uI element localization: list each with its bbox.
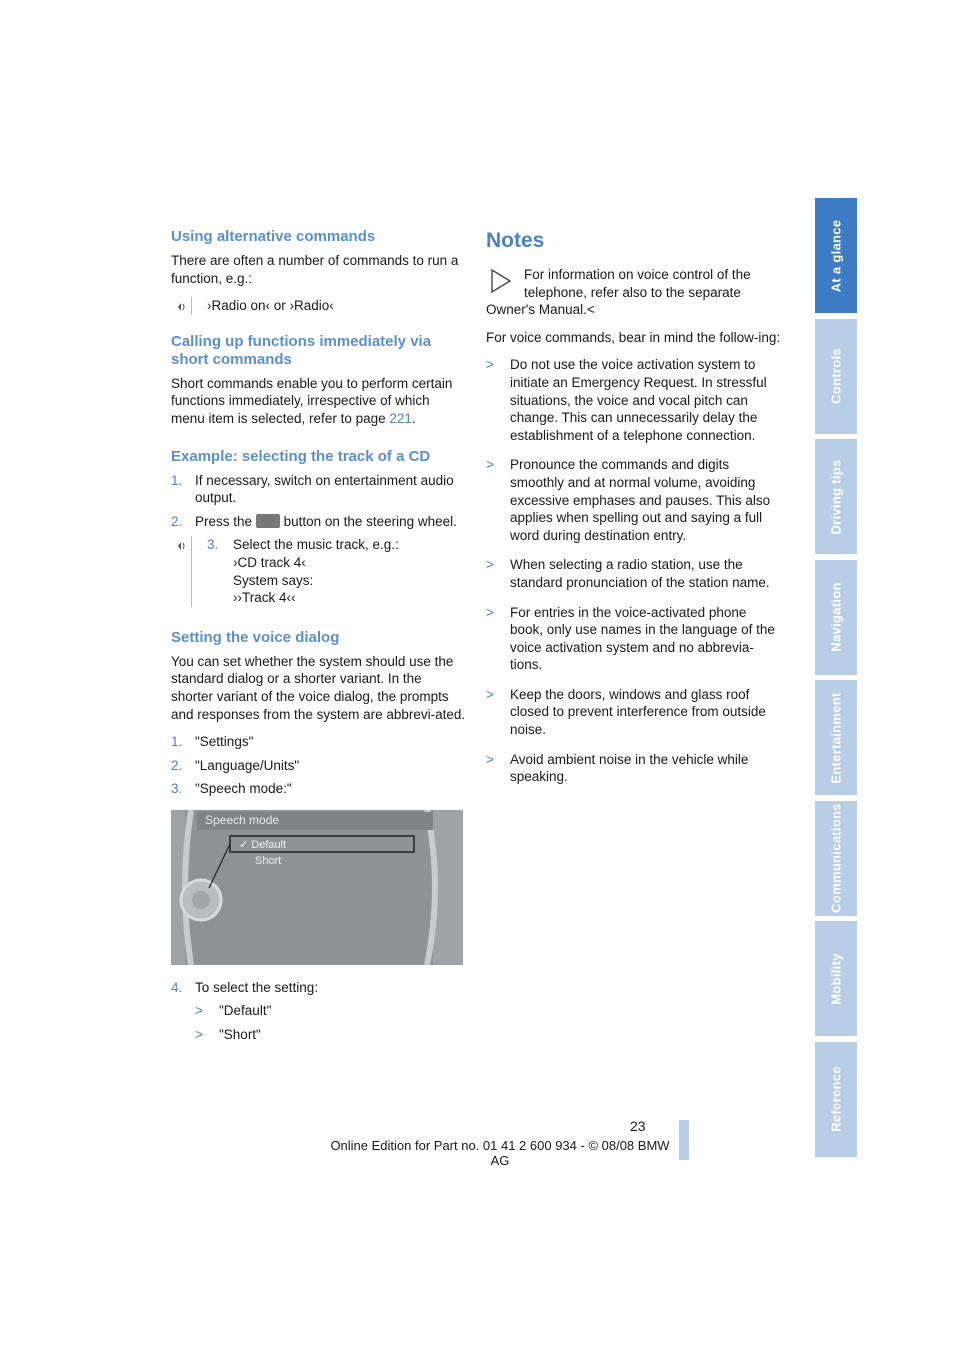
- right-column: [486, 228, 782, 798]
- heading-short-commands: Calling up functions immediately via short commands: [171, 332, 432, 368]
- setting-option-short: > "Short": [195, 1027, 261, 1043]
- page-number: 23: [630, 1118, 646, 1134]
- voice-command-example: [171, 297, 467, 315]
- voice-note-item: > Avoid ambient noise in the vehicle while speaking.: [486, 751, 749, 785]
- heading-alternative-commands: Using alternative commands: [171, 228, 376, 245]
- voice-note-item: > Do not use the voice activation system to initiate an Emergency Request. In stressful situations, the voice and vocal pitch can change. This can unnecessarily delay the establishment of a telephone connection.: [486, 357, 767, 443]
- speech-mode-screen-image: [171, 810, 463, 965]
- dialog-step-1: 1. "Settings": [171, 734, 254, 750]
- dialog-step-3: 3. "Speech mode:": [171, 781, 292, 797]
- voice-note-item: > For entries in the voice-activated phone book, only use names in the language of the voice activation system and no abbrevia-tions.: [486, 604, 775, 673]
- footer-bar: [679, 1120, 689, 1160]
- dialog-step-2: 2. "Language/Units": [171, 757, 300, 773]
- sidebar-tab-navigation[interactable]: Navigation: [815, 560, 857, 678]
- voice-notes-list: [486, 356, 782, 785]
- dialog-step-4: 4. To select the setting:: [171, 979, 319, 995]
- voice-command-icon: [171, 297, 192, 315]
- setting-option-default: > "Default": [195, 1003, 272, 1019]
- sidebar-tab-driving-tips[interactable]: Driving tips: [815, 439, 857, 557]
- screen-option-short: Short: [255, 854, 282, 867]
- voice-button-icon: [256, 514, 280, 528]
- screen-option-default: ✓ Default: [239, 838, 287, 851]
- note-paragraph: For information on voice control of the telephone, refer also to the separate Owner's Manual.<: [486, 267, 751, 318]
- step-3-voice-block: [171, 536, 467, 606]
- sidebar-tab-at-a-glance[interactable]: At a glance: [815, 198, 857, 316]
- voice-command-icon: [171, 536, 192, 606]
- note-triangle-icon: [486, 266, 516, 296]
- paragraph-voice-intro: For voice commands, bear in mind the follow-ing:: [486, 329, 781, 345]
- sidebar-tab-communications[interactable]: Communications: [815, 801, 857, 919]
- chapter-sidebar: [815, 198, 857, 1160]
- heading-notes: Notes: [486, 229, 545, 252]
- page-link-221[interactable]: 221: [389, 410, 412, 426]
- paragraph-voice-dialog: You can set whether the system should use the standard dialog or a shorter variant. In the shorter variant of the voice dialog, the prompts and responses from the system are abbrevi-ated.: [171, 653, 466, 722]
- heading-example-cd-track: Example: selecting the track of a CD: [171, 447, 431, 465]
- voice-note-item: > When selecting a radio station, use the standard pronunciation of the station name.: [486, 557, 770, 590]
- voice-note-item: > Pronounce the commands and digits smoothly and at normal volume, avoiding excessive emphases and pauses. This also applies when spelling out and saying a full word during destination entry.: [486, 457, 771, 543]
- left-column: [171, 228, 467, 1050]
- heading-voice-dialog: Setting the voice dialog: [171, 628, 340, 646]
- sidebar-tab-entertainment[interactable]: Entertainment: [815, 680, 857, 798]
- screen-title: Speech mode: [205, 812, 280, 827]
- sidebar-tab-controls[interactable]: Controls: [815, 319, 857, 437]
- voice-command-text: ›Radio on‹ or ›Radio‹: [207, 298, 334, 314]
- paragraph-alternative-commands: There are often a number of commands to run a function, e.g.:: [171, 253, 459, 286]
- step-2: 2. Press the button on the steering wheel.: [171, 513, 457, 529]
- sidebar-tab-reference[interactable]: Reference: [815, 1042, 857, 1160]
- voice-note-item: > Keep the doors, windows and glass roof closed to prevent interference from outside noise.: [486, 686, 766, 738]
- footer-edition: Online Edition for Part no. 01 41 2 600 934 - © 08/08 BMW AG: [330, 1138, 670, 1168]
- paragraph-short-commands: Short commands enable you to perform certain functions immediately, irrespective of which menu item is selected, refer to page 221.: [171, 375, 453, 426]
- step-3: 3. Select the music track, e.g.: ›CD track 4‹ System says: ››Track 4‹‹: [207, 537, 399, 606]
- sidebar-tab-mobility[interactable]: Mobility: [815, 921, 857, 1039]
- step-1: 1. If necessary, switch on entertainment audio output.: [171, 472, 454, 506]
